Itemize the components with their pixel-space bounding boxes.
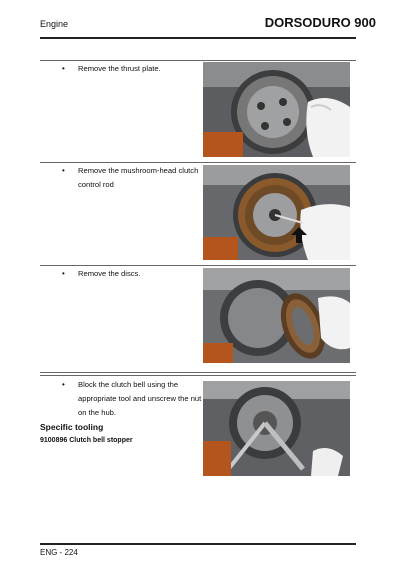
bullet: •: [62, 64, 65, 73]
footer-rule: [40, 543, 356, 545]
step-text: Remove the thrust plate.: [78, 64, 161, 73]
page-number: ENG - 224: [40, 548, 78, 557]
step-3: [40, 267, 202, 307]
clutch-bell-stopper-photo: [203, 381, 350, 476]
section-label: Engine: [40, 19, 69, 29]
tooling-item: 9100896 Clutch bell stopper: [40, 437, 133, 444]
header-rule: [40, 37, 356, 39]
step-divider: [40, 265, 356, 266]
bullet: •: [62, 269, 65, 278]
step-2: [40, 164, 202, 204]
step-divider: [40, 60, 356, 61]
step-1: [40, 62, 202, 102]
bullet: •: [62, 380, 65, 389]
step-text: Block the clutch bell using the appropriate tool and unscrew the nut on the hub.: [78, 380, 202, 417]
bullet: •: [62, 166, 65, 175]
step-divider: [40, 162, 356, 163]
step-text: Remove the discs.: [78, 269, 141, 278]
step-4: [40, 378, 202, 420]
specific-tooling-heading: Specific tooling: [40, 422, 104, 432]
step-divider: [40, 375, 356, 376]
clutch-control-rod-photo: [203, 165, 350, 260]
thrust-plate-removal-photo: [203, 62, 350, 157]
model-title: DORSODURO 900: [264, 15, 376, 30]
step-text: Remove the mushroom-head clutch control rod: [78, 166, 199, 189]
step-divider: [40, 372, 356, 373]
clutch-discs-removal-photo: [203, 268, 350, 363]
